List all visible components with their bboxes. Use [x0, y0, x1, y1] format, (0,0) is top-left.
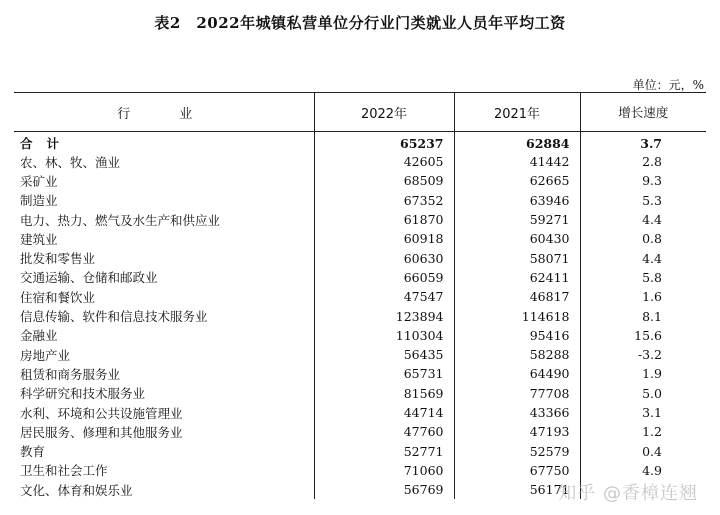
total-2021: 62884	[454, 132, 580, 153]
header-growth: 增长速度	[580, 93, 706, 132]
row-growth: 3.1	[642, 405, 662, 420]
row-2021: 114618	[454, 306, 580, 325]
row-growth: 2.8	[642, 154, 662, 170]
row-2022: 66059	[314, 268, 454, 287]
table-row	[14, 306, 706, 325]
row-2021: 77708	[454, 384, 580, 403]
row-growth: 4.4	[642, 212, 662, 228]
unit-note: 单位：元，%	[632, 78, 704, 92]
row-2021: 62411	[454, 268, 580, 287]
header-2021: 2021年	[454, 93, 580, 132]
row-name: 房地产业	[14, 345, 314, 364]
row-2021: 60430	[454, 229, 580, 248]
row-2021: 46817	[454, 287, 580, 306]
row-name: 卫生和社会工作	[14, 461, 314, 480]
row-growth: 9.3	[642, 173, 662, 189]
row-name: 交通运输、仓储和邮政业	[14, 268, 314, 287]
watermark: 知乎 @香樟连翘	[558, 483, 698, 504]
row-name: 居民服务、修理和其他服务业	[14, 422, 314, 441]
row-2021: 47193	[454, 422, 580, 441]
table-row	[14, 364, 706, 383]
table-row	[14, 326, 706, 345]
row-2022: 42605	[314, 152, 454, 171]
total-name: 合计	[14, 132, 314, 153]
row-2021: 67750	[454, 461, 580, 480]
row-2022: 47547	[314, 287, 454, 306]
row-name: 科学研究和技术服务业	[14, 384, 314, 403]
table-row	[14, 287, 706, 306]
table-row	[14, 268, 706, 287]
row-2022: 123894	[314, 306, 454, 325]
table-row	[14, 210, 706, 229]
row-name: 农、林、牧、渔业	[14, 152, 314, 171]
row-growth: 8.1	[642, 308, 662, 324]
row-2022: 110304	[314, 326, 454, 345]
row-2022: 71060	[314, 461, 454, 480]
row-2022: 44714	[314, 403, 454, 422]
row-2021: 63946	[454, 191, 580, 210]
table-row	[14, 403, 706, 422]
row-growth: 0.4	[642, 443, 662, 459]
row-growth: 4.4	[642, 250, 662, 266]
row-2022: 56769	[314, 480, 454, 499]
table-row	[14, 248, 706, 267]
wage-table	[14, 92, 706, 499]
row-name: 金融业	[14, 326, 314, 345]
row-2022: 56435	[314, 345, 454, 364]
row-growth: 5.8	[642, 269, 662, 285]
row-name: 批发和零售业	[14, 248, 314, 267]
row-2022: 81569	[314, 384, 454, 403]
row-2022: 68509	[314, 171, 454, 190]
row-name: 采矿业	[14, 171, 314, 190]
row-name: 电力、热力、燃气及水生产和供应业	[14, 210, 314, 229]
row-growth: 15.6	[634, 327, 662, 343]
table-header	[14, 93, 706, 132]
row-growth: 1.9	[642, 366, 662, 382]
row-2021: 64490	[454, 364, 580, 383]
table-row	[14, 441, 706, 460]
table-row	[14, 191, 706, 210]
row-growth: 1.2	[642, 424, 662, 440]
row-2021: 95416	[454, 326, 580, 345]
total-row	[14, 132, 706, 153]
row-growth: 5.0	[642, 385, 662, 401]
table-row	[14, 152, 706, 171]
table-row	[14, 461, 706, 480]
table-row	[14, 384, 706, 403]
table-row	[14, 171, 706, 190]
table-row	[14, 345, 706, 364]
row-name: 租赁和商务服务业	[14, 364, 314, 383]
row-2021: 62665	[454, 171, 580, 190]
row-name: 文化、体育和娱乐业	[14, 480, 314, 499]
header-industry: 行 业	[14, 93, 314, 132]
row-2022: 61870	[314, 210, 454, 229]
row-name: 教育	[14, 441, 314, 460]
row-2022: 60918	[314, 229, 454, 248]
row-2021: 56171	[454, 480, 580, 499]
table-body	[14, 132, 706, 500]
total-growth: 3.7	[640, 135, 662, 151]
row-2021: 58071	[454, 248, 580, 267]
row-growth: 5.3	[642, 192, 662, 208]
row-2022: 47760	[314, 422, 454, 441]
row-growth: 0.8	[642, 231, 662, 247]
row-2021: 58288	[454, 345, 580, 364]
table-row	[14, 229, 706, 248]
row-name: 建筑业	[14, 229, 314, 248]
row-2021: 41442	[454, 152, 580, 171]
row-2022: 52771	[314, 441, 454, 460]
header-2022: 2022年	[314, 93, 454, 132]
row-2021: 59271	[454, 210, 580, 229]
total-2022: 65237	[314, 132, 454, 153]
row-2022: 67352	[314, 191, 454, 210]
table-row	[14, 422, 706, 441]
table-title: 表2 2022年城镇私营单位分行业门类就业人员年平均工资	[154, 14, 566, 32]
row-growth: 4.9	[642, 462, 662, 478]
row-2021: 52579	[454, 441, 580, 460]
row-name: 信息传输、软件和信息技术服务业	[14, 306, 314, 325]
row-growth: -3.2	[637, 347, 662, 363]
row-2021: 43366	[454, 403, 580, 422]
row-name: 住宿和餐饮业	[14, 287, 314, 306]
row-2022: 60630	[314, 248, 454, 267]
row-growth: 1.6	[642, 289, 662, 305]
row-2022: 65731	[314, 364, 454, 383]
row-name: 制造业	[14, 191, 314, 210]
row-name: 水利、环境和公共设施管理业	[14, 403, 314, 422]
